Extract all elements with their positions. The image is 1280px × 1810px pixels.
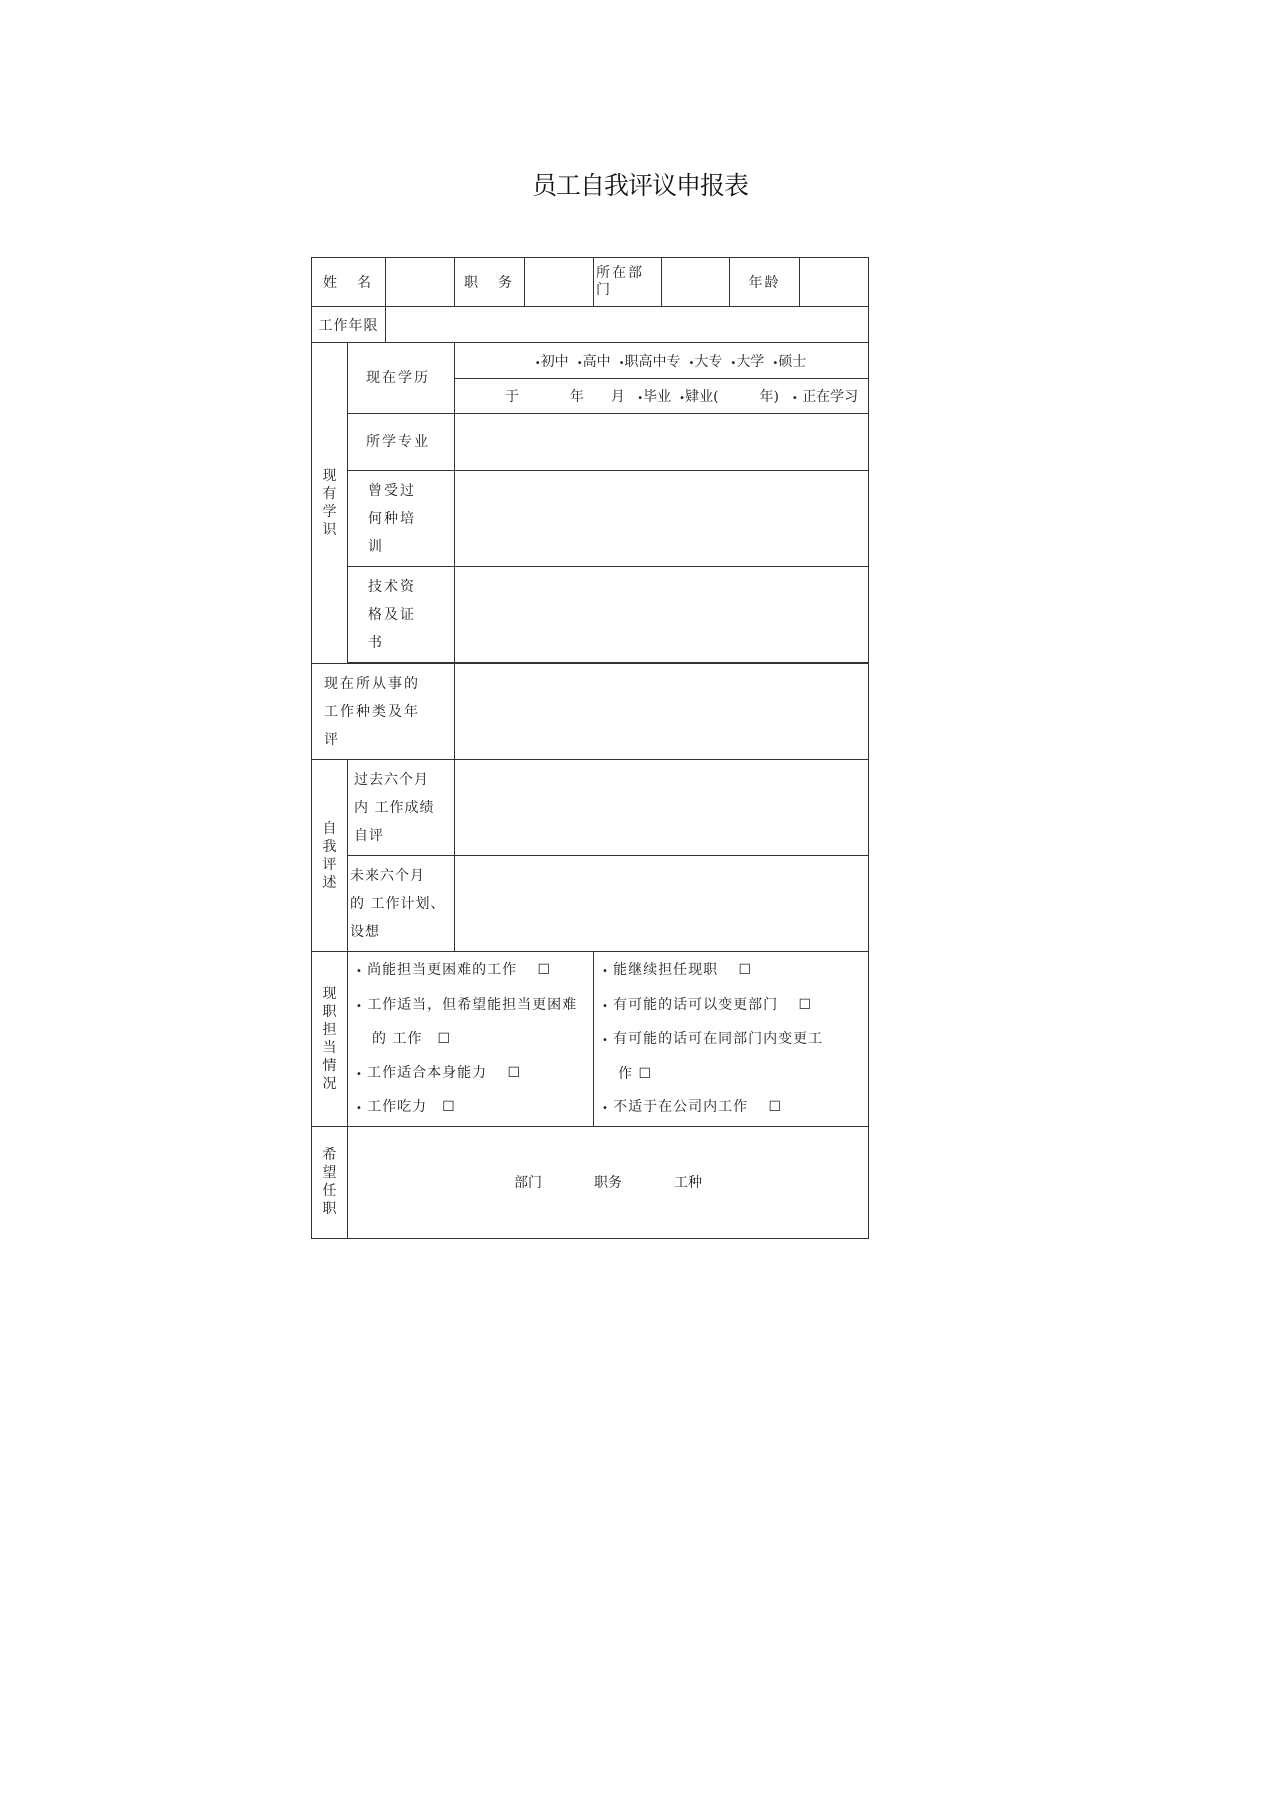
education-option[interactable]: 大专 — [694, 353, 723, 370]
current-work-row — [312, 664, 869, 760]
duty-option[interactable]: 作 ☐ — [618, 1065, 653, 1082]
name-field[interactable] — [386, 258, 455, 307]
work-years-field[interactable] — [386, 307, 869, 343]
desired-group-label — [312, 1126, 348, 1238]
duty-row — [312, 952, 869, 1127]
desired-field-label: 工种 — [674, 1175, 702, 1191]
duty-option[interactable]: • 不适于在公司内工作 ☐ — [602, 1099, 783, 1115]
future-plan-row — [312, 856, 869, 952]
group-label-char: 况 — [322, 1075, 337, 1092]
group-label-char: 希 — [322, 1147, 337, 1163]
graduation-status[interactable]: 毕业 — [643, 389, 672, 405]
duty-option[interactable]: • 工作适合本身能力 ☐ — [356, 1064, 522, 1081]
label-line: 现在所从事的 — [324, 675, 420, 692]
education-label: 现在学历 — [348, 343, 455, 414]
work-years-row — [312, 307, 869, 343]
education-row-1 — [312, 343, 869, 379]
education-option[interactable]: 大学 — [736, 353, 765, 370]
group-label-char: 评 — [322, 856, 337, 873]
label-line: 内 工作成绩 — [354, 799, 435, 816]
desired-field-label: 职务 — [594, 1175, 622, 1191]
group-label-char: 情 — [322, 1057, 337, 1074]
duty-option[interactable]: • 工作吃力 ☐ — [356, 1099, 456, 1115]
graduation-status[interactable]: 肄业( — [685, 389, 719, 405]
education-option[interactable]: 硕士 — [778, 353, 807, 370]
current-work-field[interactable] — [455, 664, 869, 760]
label-line: 的 工作计划、 — [350, 895, 446, 912]
duty-option[interactable]: • 有可能的话可在同部门内变更工 — [602, 1031, 824, 1047]
current-work-label — [312, 664, 455, 760]
group-label-char: 任 — [322, 1183, 337, 1199]
label-line: 评 — [324, 731, 340, 748]
group-label-char: 当 — [322, 1039, 337, 1056]
desired-row — [312, 1126, 869, 1238]
duty-right-options[interactable] — [594, 952, 869, 1127]
label-line: 未来六个月 — [350, 867, 425, 884]
dept-field[interactable] — [662, 258, 730, 307]
position-label: 职 务 — [455, 258, 525, 307]
position-field[interactable] — [525, 258, 594, 307]
knowledge-group-label — [312, 343, 348, 664]
dept-label: 所在部 门 — [594, 258, 662, 307]
group-label-char: 述 — [322, 874, 337, 891]
label-line: 曾受过 — [368, 482, 416, 499]
label-line: 自评 — [354, 827, 384, 844]
label-line: 何种培 — [368, 510, 416, 527]
group-label-char: 职 — [322, 1201, 337, 1217]
label-line: 格及证 — [368, 606, 416, 623]
training-row — [312, 471, 869, 567]
group-label-char: 现 — [322, 468, 337, 484]
label-line: 技术资 — [368, 578, 416, 595]
group-label-char: 望 — [322, 1165, 337, 1181]
duty-left-options[interactable] — [348, 952, 594, 1127]
duty-option[interactable]: • 能继续担任现职 ☐ — [602, 962, 753, 978]
group-label-char: 识 — [322, 522, 337, 538]
cert-label — [348, 567, 455, 663]
future-plan-label — [348, 856, 455, 952]
group-label-char: 担 — [322, 1021, 337, 1038]
self-review-group-label — [312, 760, 348, 952]
label-line: 设想 — [350, 923, 380, 940]
past-review-row — [312, 760, 869, 856]
work-years-label: 工作年限 — [312, 307, 386, 343]
desired-field-label: 部门 — [514, 1175, 542, 1191]
label-line: 工作种类及年 — [324, 703, 420, 720]
education-options[interactable]: •初中 •高中 •职高中专 •大专 •大学 •硕士 — [455, 343, 869, 379]
major-row — [312, 414, 869, 471]
major-field[interactable] — [455, 414, 869, 471]
group-label-char: 我 — [322, 838, 337, 855]
group-label-char: 学 — [322, 504, 337, 520]
cert-field[interactable] — [455, 567, 869, 663]
age-field[interactable] — [800, 258, 869, 307]
education-option[interactable]: 初中 — [540, 353, 569, 370]
name-label: 姓 名 — [312, 258, 386, 307]
past-review-label — [348, 760, 455, 856]
label-line: 训 — [368, 538, 384, 555]
group-label-char: 职 — [322, 1003, 337, 1020]
duty-group-label — [312, 952, 348, 1127]
label-line: 过去六个月 — [354, 771, 429, 788]
duty-option[interactable]: • 工作适当，但希望能担当更困难 — [356, 996, 578, 1013]
cert-row — [312, 567, 869, 663]
duty-option[interactable]: 的 工作 ☐ — [372, 1031, 452, 1047]
future-plan-field[interactable] — [455, 856, 869, 952]
desired-fields[interactable] — [348, 1126, 869, 1238]
graduation-line[interactable]: 于 年 月 •毕业 •肄业( 年) • 正在学习 — [455, 379, 869, 414]
group-label-char: 现 — [322, 985, 337, 1002]
training-label — [348, 471, 455, 567]
past-review-field[interactable] — [455, 760, 869, 856]
group-label-char: 有 — [322, 486, 337, 502]
duty-option[interactable]: • 有可能的话可以变更部门 ☐ — [602, 996, 813, 1013]
label-line: 书 — [368, 634, 384, 651]
header-row — [312, 258, 869, 307]
major-label: 所学专业 — [348, 414, 455, 471]
training-field[interactable] — [455, 471, 869, 567]
age-label: 年龄 — [730, 258, 800, 307]
duty-option[interactable]: • 尚能担当更困难的工作 ☐ — [356, 962, 552, 978]
education-option[interactable]: 高中 — [582, 353, 611, 370]
education-option[interactable]: 职高中专 — [624, 353, 681, 370]
page-title: 员工自我评议申报表 — [531, 171, 748, 200]
self-review-form — [311, 257, 869, 1239]
group-label-char: 自 — [322, 820, 337, 837]
